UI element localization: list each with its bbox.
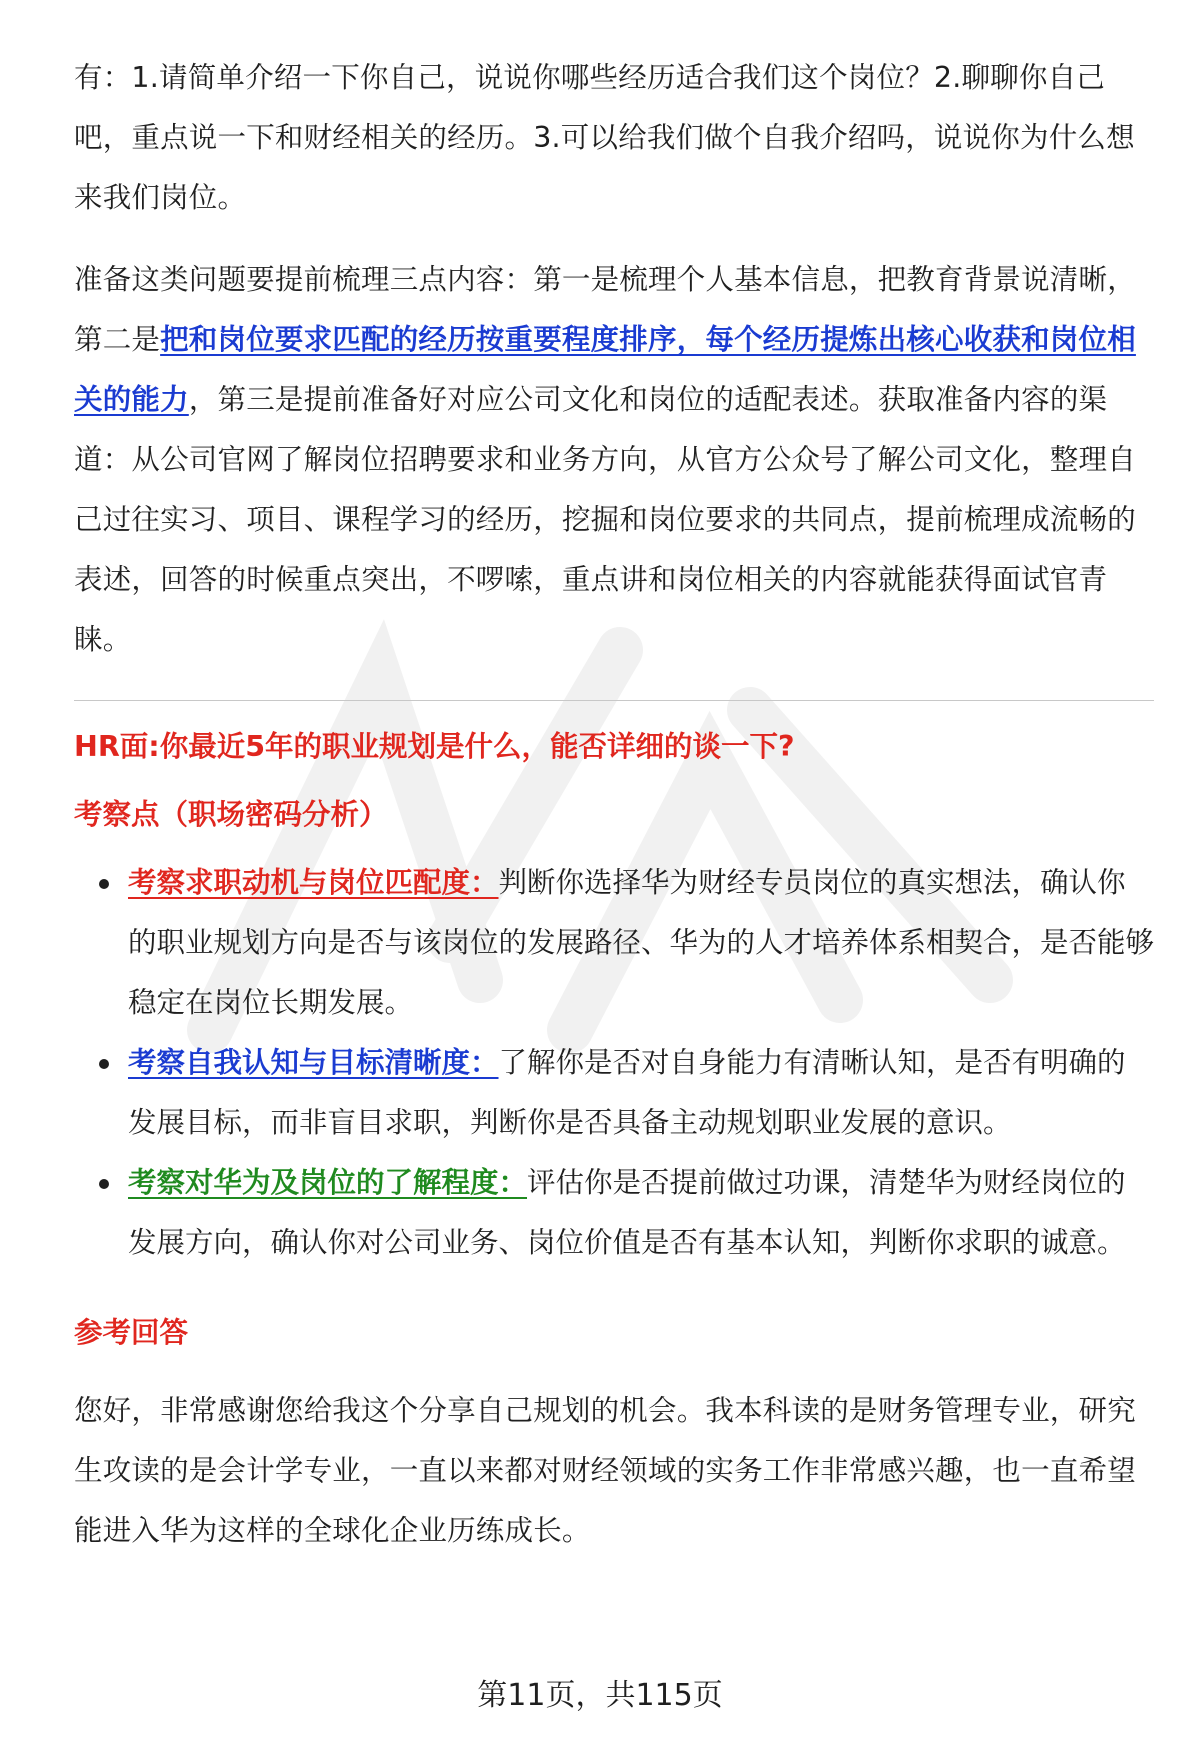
question-title: HR面:你最近5年的职业规划是什么，能否详细的谈一下? xyxy=(74,730,795,763)
reference-answer-title: 参考回答 xyxy=(74,1316,189,1349)
list-item xyxy=(74,1153,1154,1273)
highlight-text: 把和岗位要求匹配的经历按重要程度排序，每个经历提炼出核心收获和岗位相关的能力 xyxy=(74,323,1136,416)
point-label: 考察求职动机与岗位匹配度： xyxy=(128,866,499,899)
section-divider xyxy=(74,700,1154,701)
reference-answer-text: 您好，非常感谢您给我这个分享自己规划的机会。我本科读的是财务管理专业，研究生攻读的是会计学专业，一直以来都对财经领域的实务工作非常感兴趣，也一直希望能进入华为这样的全球化企业历练成长。 xyxy=(74,1394,1136,1547)
intro-paragraph-2-start: 准备这类问题要提前梳理三点内容：第一是梳理个人基本信息，把教育背景说清晰，第二是 xyxy=(74,263,1136,356)
point-text: 判断你选择华为财经专员岗位的真实想法，确认你的职业规划方向是否与该岗位的发展路径、华为的人才培养体系相契合，是否能够稳定在岗位长期发展。 xyxy=(128,866,1155,1019)
intro-paragraph-2 xyxy=(74,250,1154,670)
point-label: 考察自我认知与目标清晰度： xyxy=(128,1046,499,1079)
intro-paragraph-2-end: ，第三是提前准备好对应公司文化和岗位的适配表述。获取准备内容的渠道：从公司官网了解岗位招聘要求和业务方向，从官方公众号了解公司文化，整理自己过往实习、项目、课程学习的经历，挖掘和岗位要求的共同点，提前梳理成流畅的表述，回答的时候重点突出，不啰嗦，重点讲和岗位相关的内容就能获得面试官青睐。 xyxy=(74,383,1136,656)
page-content xyxy=(74,48,1154,1561)
point-text: 了解你是否对自身能力有清晰认知，是否有明确的发展目标，而非盲目求职，判断你是否具备主动规划职业发展的意识。 xyxy=(128,1046,1126,1139)
assessment-points-list xyxy=(74,853,1154,1273)
bullet-icon xyxy=(99,879,109,889)
page-number: 第11页，共115页 xyxy=(477,1678,723,1713)
bullet-icon xyxy=(99,1179,109,1189)
list-item xyxy=(74,853,1154,1033)
point-text: 评估你是否提前做过功课，清楚华为财经岗位的发展方向，确认你对公司业务、岗位价值是否有基本认知，判断你求职的诚意。 xyxy=(128,1166,1126,1259)
bullet-icon xyxy=(99,1059,109,1069)
assessment-points-title: 考察点（职场密码分析） xyxy=(74,798,388,831)
list-item xyxy=(74,1033,1154,1153)
intro-paragraph-1: 有：1.请简单介绍一下你自己，说说你哪些经历适合我们这个岗位？2.聊聊你自己吧，重点说一下和财经相关的经历。3.可以给我们做个自我介绍吗，说说你为什么想来我们岗位。 xyxy=(74,61,1135,214)
point-label: 考察对华为及岗位的了解程度： xyxy=(128,1166,528,1199)
